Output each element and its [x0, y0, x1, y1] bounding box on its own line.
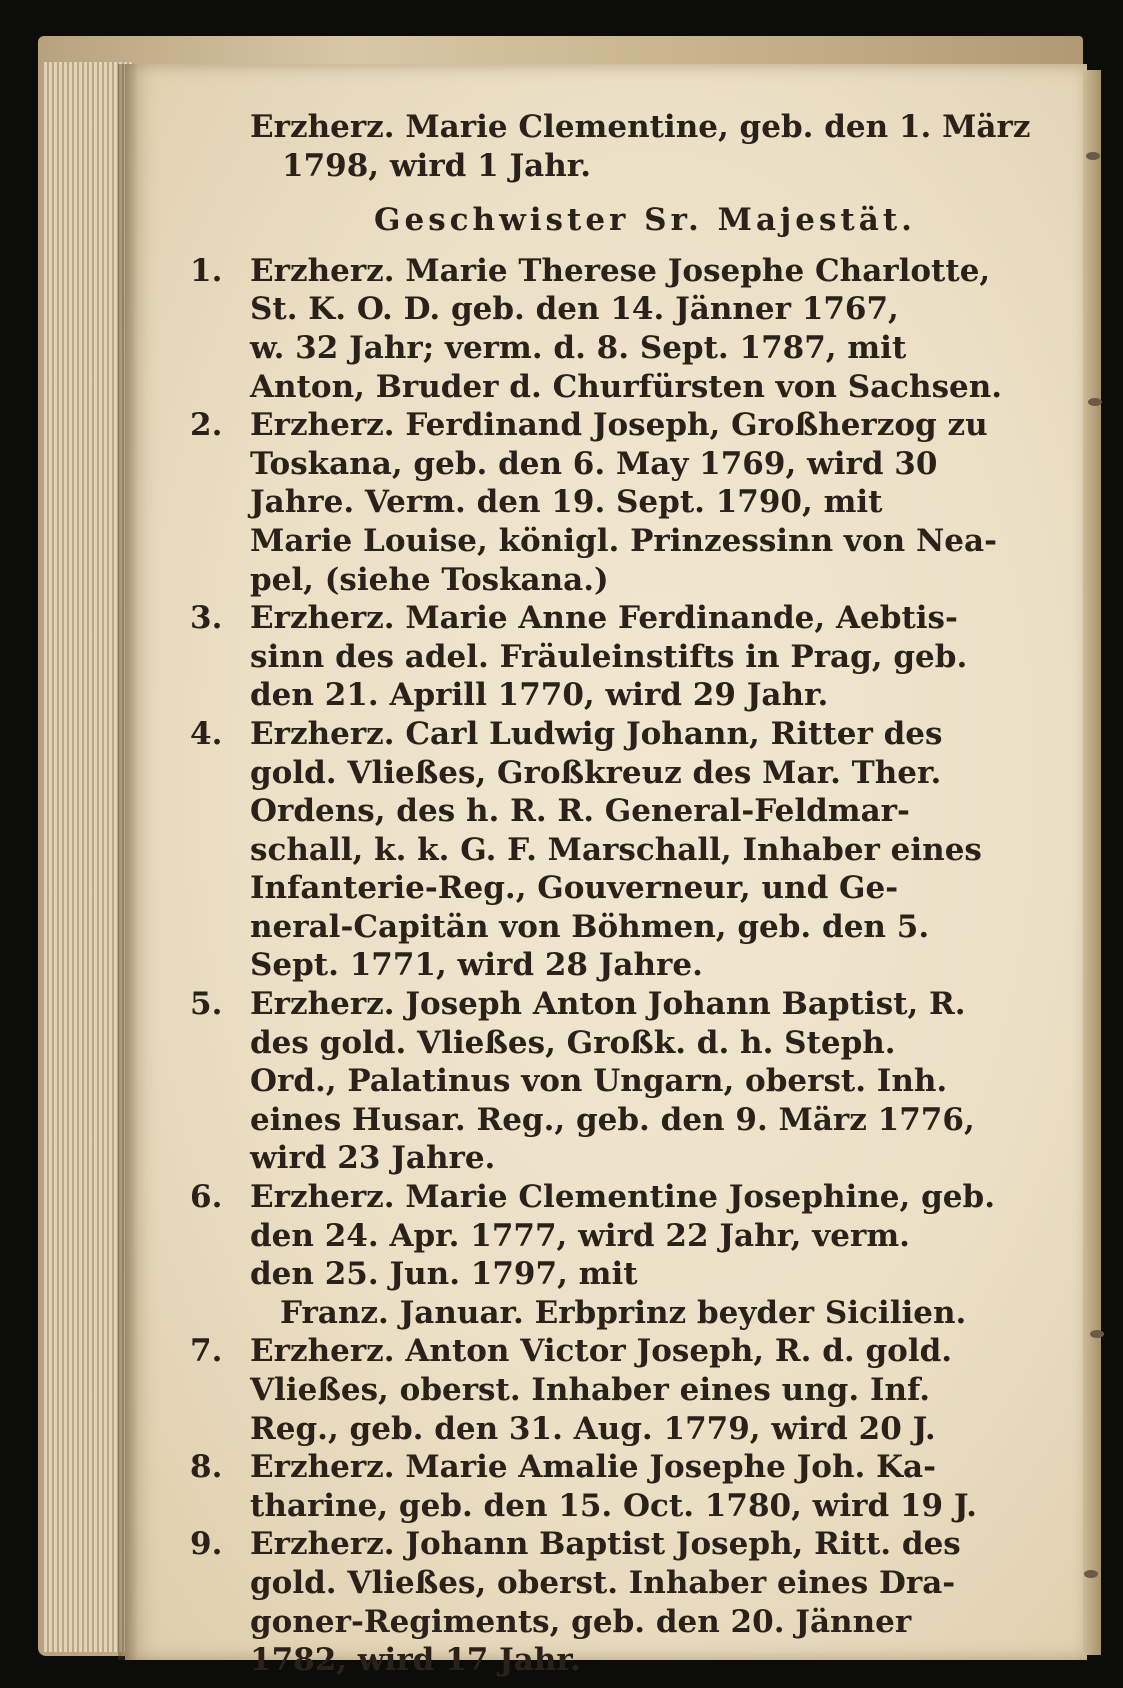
edge-mark: [1090, 1330, 1104, 1338]
item-line: w. 32 Jahr; verm. d. 8. Sept. 1787, mit: [250, 329, 907, 366]
item-line: pel, (siehe Toskana.): [250, 561, 609, 598]
item-number: 4.: [190, 715, 223, 752]
item-number: 3.: [190, 600, 223, 637]
item-line: Franz. Januar. Erbprinz beyder Sicilien.: [280, 1294, 967, 1331]
item-line: St. K. O. D. geb. den 14. Jänner 1767,: [250, 291, 899, 328]
item-line: Erzherz. Marie Clementine Josephine, geb.: [250, 1179, 995, 1216]
item-line: gold. Vließes, oberst. Inhaber eines Dra-: [250, 1564, 956, 1601]
list-item: [190, 1332, 1040, 1448]
item-line: Erzherz. Carl Ludwig Johann, Ritter des: [250, 715, 943, 752]
item-line: Toskana, geb. den 6. May 1769, wird 30: [250, 445, 938, 482]
list-item: [190, 1525, 1040, 1679]
item-line: des gold. Vließes, Großk. d. h. Steph.: [250, 1024, 896, 1061]
item-number: 5.: [190, 986, 223, 1023]
item-line: schall, k. k. G. F. Marschall, Inhaber eines: [250, 831, 982, 868]
item-line: neral-Capitän von Böhmen, geb. den 5.: [250, 908, 930, 945]
item-number: 2.: [190, 407, 223, 444]
item-line: Ordens, des h. R. R. General-Feldmar-: [250, 793, 910, 830]
gutter-shadow: [118, 64, 138, 1660]
list-item: [190, 1178, 1040, 1294]
item-line: Ord., Palatinus von Ungarn, oberst. Inh.: [250, 1063, 948, 1100]
item-line: Reg., geb. den 31. Aug. 1779, wird 20 J.: [250, 1410, 936, 1447]
item-number: 7.: [190, 1333, 223, 1370]
item-line: den 21. Aprill 1770, wird 29 Jahr.: [250, 677, 829, 714]
item-line: Erzherz. Marie Amalie Josephe Joh. Ka-: [250, 1449, 936, 1486]
item-number: 6.: [190, 1179, 223, 1216]
item-line: tharine, geb. den 15. Oct. 1780, wird 19 J.: [250, 1487, 977, 1524]
list-item: [190, 715, 1040, 985]
item-line: sinn des adel. Fräuleinstifts in Prag, geb.: [250, 638, 968, 675]
item-number: 1.: [190, 252, 223, 289]
edge-mark: [1086, 152, 1100, 160]
item-line: Infanterie-Reg., Gouverneur, und Ge-: [250, 870, 899, 907]
page-text: [190, 108, 1040, 1680]
list-item: [190, 599, 1040, 715]
item-number: 9.: [190, 1526, 223, 1563]
list-item: [190, 1448, 1040, 1525]
item-line: Erzherz. Johann Baptist Joseph, Ritt. des: [250, 1526, 961, 1563]
item-line: Vließes, oberst. Inhaber eines ung. Inf.: [250, 1372, 931, 1408]
page-right-edge: [1083, 70, 1101, 1655]
item-line: eines Husar. Reg., geb. den 9. März 1776,: [250, 1101, 975, 1138]
item-number: 8.: [190, 1449, 223, 1486]
list-item: [190, 252, 1040, 406]
item-line: Anton, Bruder d. Churfürsten von Sachsen.: [250, 368, 1003, 405]
item-line: Erzherz. Marie Therese Josephe Charlotte,: [250, 252, 991, 289]
item-line: wird 23 Jahre.: [250, 1140, 496, 1177]
intro-line: 1798, wird 1 Jahr.: [282, 147, 592, 184]
item-line: den 24. Apr. 1777, wird 22 Jahr, verm.: [250, 1217, 910, 1254]
item-line: Erzherz. Anton Victor Joseph, R. d. gold.: [250, 1333, 953, 1370]
item-line: Erzherz. Marie Anne Ferdinande, Aebtis-: [250, 600, 958, 637]
item-line: goner-Regiments, geb. den 20. Jänner: [250, 1603, 912, 1640]
item-line: Sept. 1771, wird 28 Jahre.: [250, 947, 703, 984]
item-line: 1782, wird 17 Jahr.: [250, 1642, 581, 1679]
item-line: Marie Louise, königl. Prinzessinn von Nea-: [250, 522, 997, 559]
list-item: [190, 985, 1040, 1178]
edge-mark: [1084, 1570, 1098, 1578]
item-line: Erzherz. Ferdinand Joseph, Großherzog zu: [250, 407, 988, 444]
item-line: Jahre. Verm. den 19. Sept. 1790, mit: [250, 484, 883, 521]
item-line: gold. Vließes, Großkreuz des Mar. Ther.: [250, 754, 942, 791]
item-line: Erzherz. Joseph Anton Johann Baptist, R.: [250, 986, 966, 1023]
section-heading: Geschwister Sr. Majestät.: [374, 202, 916, 239]
intro-line: Erzherz. Marie Clementine, geb. den 1. März: [250, 109, 1031, 145]
edge-mark: [1088, 398, 1102, 406]
item-line: den 25. Jun. 1797, mit: [250, 1256, 638, 1293]
list-item: [190, 406, 1040, 599]
